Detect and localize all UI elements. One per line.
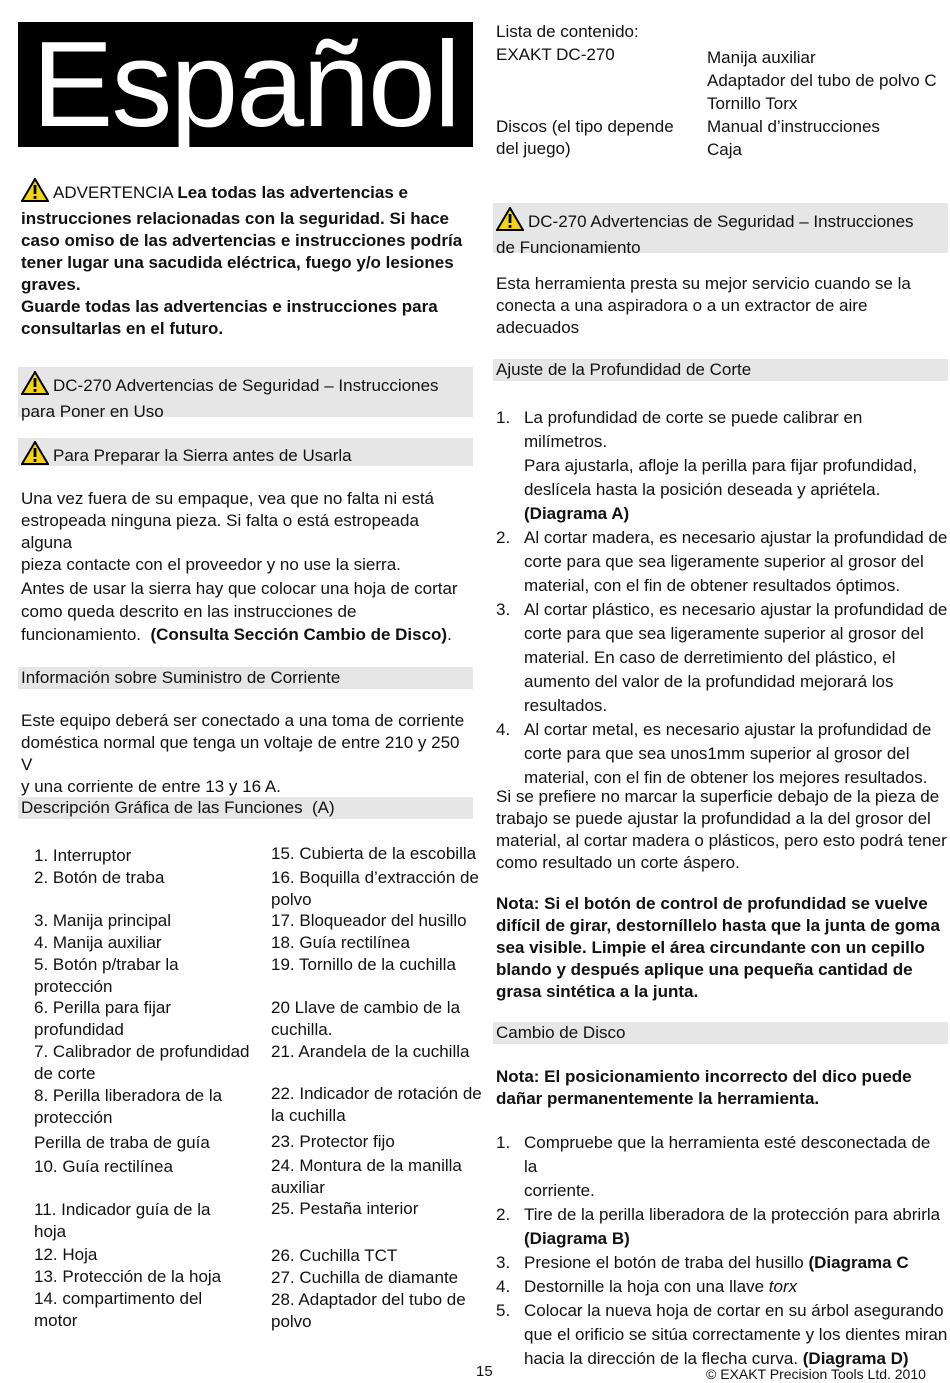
function-item: 1. Interruptor — [34, 846, 132, 865]
list-item: 4. Al cortar metal, es necesario ajustar la profundidad de corte para que sea unos1mm superior al grosor del material, con el fin de obtener los mejores resultados. — [496, 720, 932, 787]
paragraph-surface — [496, 786, 948, 874]
list-item: 2. Al cortar madera, es necesario ajustar la profundidad de corte para que sea ligeramente superior al grosor del material, con el fin de obtener resultados óptimos. — [496, 528, 948, 595]
text-line: sea visible. Limpie el área circundante con un cepillo — [496, 938, 925, 957]
contents-item: Discos (el tipo depende — [496, 117, 674, 136]
contents-heading: Lista de contenido: — [496, 22, 639, 41]
section-operation-title-2: de Funcionamiento — [496, 238, 641, 257]
text-line: doméstica normal que tenga un voltaje de entre 210 y 250 V — [21, 733, 460, 774]
function-item: 12. Hoja — [34, 1245, 98, 1264]
function-item: 19. Tornillo de la cuchilla — [271, 955, 456, 974]
function-item: 4. Manija auxiliar — [34, 933, 162, 952]
function-item: 22. Indicador de rotación de la cuchilla — [271, 1084, 482, 1125]
warning-line: consultarlas en el futuro. — [21, 319, 224, 338]
text-fragment: funcionamiento. — [21, 625, 142, 644]
warning-line: tener lugar una sacudida eléctrica, fuego y/o lesiones — [21, 253, 454, 272]
contents-item: del juego) — [496, 139, 571, 158]
text-line: como queda descrito en las instrucciones de — [21, 602, 357, 621]
page-number: 15 — [476, 1363, 493, 1380]
section-disc-title: Cambio de Disco — [496, 1023, 626, 1042]
function-item: 24. Montura de la manilla auxiliar — [271, 1156, 462, 1197]
warning-line: instrucciones relacionadas con la seguridad. Si hace — [21, 209, 449, 228]
text-line: estropeada ninguna pieza. Si falta o está estropeada alguna — [21, 511, 419, 552]
function-item: 15. Cubierta de la escobilla — [271, 844, 477, 863]
text-line: Nota: Si el botón de control de profundidad se vuelve — [496, 894, 928, 913]
text-line: conecta a una aspiradora o a un extractor de aire — [496, 296, 868, 315]
function-item: 27. Cuchilla de diamante — [271, 1268, 459, 1287]
paragraph-vacuum — [496, 273, 948, 339]
warning-label: ADVERTENCIA — [53, 183, 173, 202]
text-line: como resultado un corte áspero. — [496, 853, 740, 872]
warning-text-first: Lea todas las advertencias e — [177, 183, 408, 202]
warning-line: caso omiso de las advertencias e instrucciones podría — [21, 231, 463, 250]
text-line: trabajo se puede ajustar la profundidad a la del grosor del — [496, 809, 931, 828]
text-line: Esta herramienta presta su mejor servicio cuando se la — [496, 274, 911, 293]
paragraph-blade — [21, 577, 473, 646]
function-item: 3. Manija principal — [34, 911, 172, 930]
section-setup-header — [18, 367, 473, 421]
list-item: 2. Tire de la perilla liberadora de la protección para abrirla (Diagrama B) — [496, 1205, 941, 1248]
function-item: 5. Botón p/trabar la protección — [34, 955, 179, 996]
warning-icon — [21, 371, 49, 401]
function-item: Perilla de traba de guía — [34, 1133, 210, 1152]
list-item: 1. La profundidad de corte se puede calibrar en milímetros. Para ajustarla, afloje la perilla para fijar profundidad, deslícela hasta la posición deseada y apriétela. (Diagrama A) — [496, 408, 918, 523]
list-item: 4. Destornille la hoja con una llave torx — [496, 1277, 798, 1296]
function-item: 18. Guía rectilínea — [271, 933, 410, 952]
function-item: 13. Protección de la hoja — [34, 1267, 222, 1286]
text-line: difícil de girar, destorníllelo hasta que la junta de goma — [496, 916, 940, 935]
contents-item: Manija auxiliar — [707, 48, 816, 67]
copyright: © EXAKT Precision Tools Ltd. 2010 — [706, 1366, 926, 1382]
function-item: 6. Perilla para fijar profundidad — [34, 998, 172, 1039]
section-prepare-header — [18, 438, 473, 466]
list-item: 1. Compruebe que la herramienta esté desconectada de la corriente. — [496, 1133, 931, 1200]
section-setup-title-1: DC-270 Advertencias de Seguridad – Instrucciones — [53, 376, 439, 395]
function-item: 21. Arandela de la cuchilla — [271, 1042, 470, 1061]
text-line: blando y después aplique una pequeña cantidad de — [496, 960, 913, 979]
section-disc-header — [493, 1022, 948, 1044]
text-line: Nota: El posicionamiento incorrecto del dico puede — [496, 1067, 912, 1086]
text-line: adecuados — [496, 318, 580, 337]
page-title: Español — [32, 16, 459, 152]
function-item: 7. Calibrador de profundidad de corte — [34, 1042, 250, 1083]
section-operation-title-1: DC-270 Advertencias de Seguridad – Instrucciones — [528, 212, 914, 231]
text-fragment: . — [447, 625, 452, 644]
text-line: Una vez fuera de su empaque, vea que no falta ni está — [21, 489, 434, 508]
warning-line: Guarde todas las advertencias e instrucciones para — [21, 297, 438, 316]
contents-item: EXAKT DC-270 — [496, 45, 615, 64]
section-functions-header — [18, 797, 473, 819]
function-item: 14. compartimento del motor — [34, 1289, 203, 1330]
note-disc — [496, 1066, 948, 1110]
function-item: 28. Adaptador del tubo de polvo — [271, 1290, 466, 1331]
text-line: material, al cortar madera o plásticos, pero esto podrá tener — [496, 831, 947, 850]
section-depth-title: Ajuste de la Profundidad de Corte — [496, 360, 752, 379]
function-item: 16. Boquilla d’extracción de polvo — [271, 868, 479, 909]
section-power-header — [18, 667, 473, 689]
section-prepare-title: Para Preparar la Sierra antes de Usarla — [53, 446, 352, 465]
list-item: 3. Al cortar plástico, es necesario ajustar la profundidad de corte para que sea ligeramente superior al grosor del material. En caso de derretimiento del plástico, el aumento del valor de la profundidad mejorará los resultados. — [496, 600, 948, 715]
text-line: y una corriente de entre 13 y 16 A. — [21, 777, 281, 796]
contents-item: Tornillo Torx — [707, 94, 798, 113]
function-item: 11. Indicador guía de la hoja — [34, 1200, 211, 1241]
warning-line: graves. — [21, 275, 81, 294]
paragraph-unpack — [21, 488, 473, 576]
section-depth-header — [493, 359, 948, 381]
function-item: 17. Bloqueador del husillo — [271, 911, 467, 930]
text-line: Este equipo deberá ser conectado a una toma de corriente — [21, 711, 465, 730]
text-line: pieza contacte con el proveedor y no use la sierra. — [21, 555, 401, 574]
contents-left — [496, 44, 615, 66]
disc-steps-list — [496, 1131, 948, 1371]
function-item: 25. Pestaña interior — [271, 1199, 419, 1218]
text-line: grasa sintética a la junta. — [496, 982, 699, 1001]
list-item: 5. Colocar la nueva hoja de cortar en su árbol asegurando que el orificio se sitúa correctamente y los dientes miran hacia la dirección de la flecha curva. (Diagrama D) — [496, 1301, 948, 1368]
title-banner — [18, 16, 473, 152]
text-line: Antes de usar la sierra hay que colocar una hoja de cortar — [21, 579, 458, 598]
warning-icon — [21, 178, 49, 208]
contents-right — [707, 46, 937, 161]
note-depth — [496, 893, 948, 1003]
section-operation-header — [493, 203, 948, 257]
function-item: 2. Botón de traba — [34, 868, 165, 887]
warning-icon — [21, 441, 49, 471]
paragraph-power — [21, 710, 473, 798]
function-item: 23. Protector fijo — [271, 1132, 395, 1151]
warning-icon — [496, 207, 524, 237]
safety-warning — [21, 178, 473, 340]
text-line: Si se prefiere no marcar la superficie debajo de la pieza de — [496, 787, 940, 806]
list-item: 3. Presione el botón de traba del husillo (Diagrama C — [496, 1253, 909, 1272]
function-item: 10. Guía rectilínea — [34, 1157, 173, 1176]
function-item: 26. Cuchilla TCT — [271, 1246, 398, 1265]
section-setup-title-2: para Poner en Uso — [21, 402, 164, 421]
contents-item: Caja — [707, 140, 742, 159]
depth-steps-list — [496, 406, 948, 790]
contents-item: Adaptador del tubo de polvo C — [707, 71, 937, 90]
function-item: 20 Llave de cambio de la cuchilla. — [271, 998, 461, 1039]
contents-item: Manual d’instrucciones — [707, 117, 880, 136]
contents-left-discs — [496, 116, 674, 160]
text-line: dañar permanentemente la herramienta. — [496, 1089, 820, 1108]
reference-link: (Consulta Sección Cambio de Disco) — [150, 625, 448, 644]
function-item: 8. Perilla liberadora de la protección — [34, 1086, 223, 1127]
section-power-title: Información sobre Suministro de Corriente — [21, 668, 341, 687]
section-functions-title: Descripción Gráfica de las Funciones (A) — [21, 798, 335, 817]
